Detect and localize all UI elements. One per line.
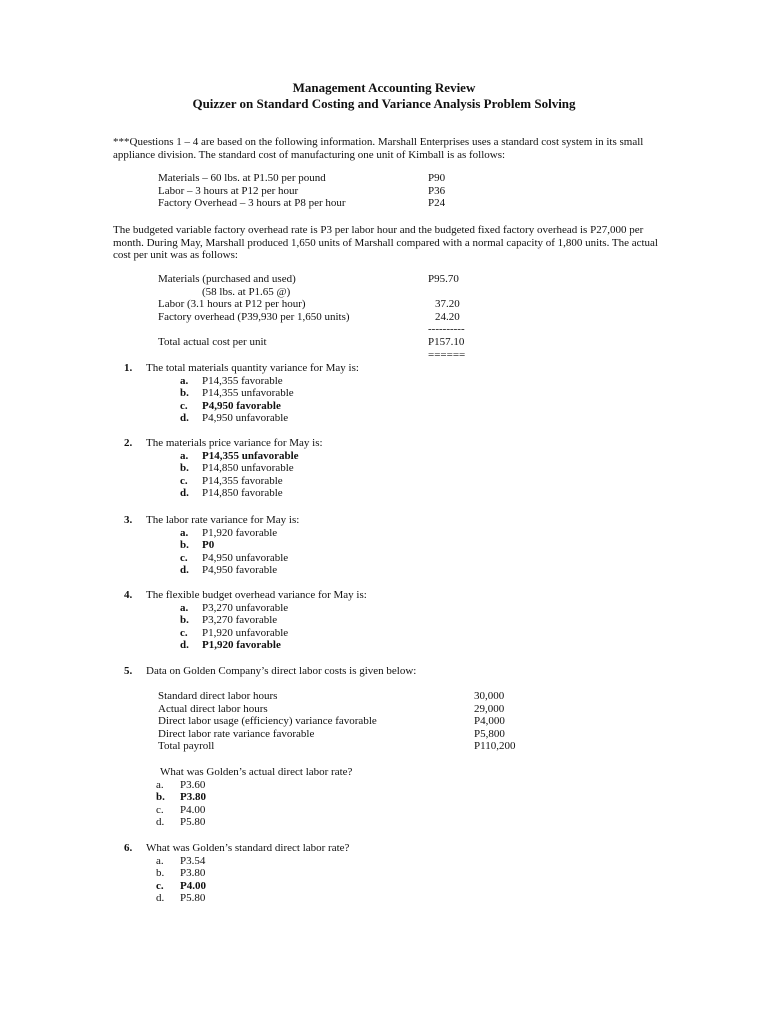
materials-note: (58 lbs. at P1.65 @) [202, 285, 291, 298]
option-d[interactable] [124, 892, 644, 905]
standard-cost-row [158, 172, 478, 185]
option-c[interactable] [124, 804, 644, 817]
question-1 [124, 362, 644, 425]
question-5-sub [124, 766, 644, 829]
option-text: P5.80 [180, 892, 206, 905]
option-letter: c. [180, 626, 188, 639]
labor-data-value: P4,000 [474, 715, 505, 728]
actual-cost-total-value: P157.10 [428, 335, 465, 348]
option-d[interactable] [124, 412, 644, 425]
option-text: P4,950 unfavorable [202, 551, 289, 564]
option-letter: c. [180, 474, 188, 487]
actual-cost-label: Materials (purchased and used) [158, 273, 296, 285]
option-c[interactable] [124, 552, 644, 565]
actual-cost-table [158, 273, 478, 361]
option-letter: b. [180, 539, 189, 552]
option-d[interactable] [124, 816, 644, 829]
option-b[interactable] [124, 791, 644, 804]
option-text: P14,355 unfavorable [202, 449, 299, 462]
question-number: 6. [124, 842, 133, 854]
dash-line: ---------- [428, 323, 465, 336]
option-text: P14,355 favorable [202, 374, 283, 387]
option-d[interactable] [124, 487, 644, 500]
option-letter: d. [180, 487, 189, 500]
document-subtitle: Quizzer on Standard Costing and Variance Analysis Problem Solving [192, 96, 576, 111]
labor-data-value: 29,000 [474, 702, 505, 715]
standard-cost-value: P90 [428, 172, 446, 184]
question-text: The labor rate variance for May is: [146, 514, 300, 526]
question-text: Data on Golden Company’s direct labor costs is given below: [146, 665, 417, 677]
labor-data-value: P5,800 [474, 727, 505, 740]
double-line: ====== [428, 348, 466, 361]
option-letter: a. [156, 854, 164, 867]
option-text: P3.80 [180, 791, 206, 804]
option-a[interactable] [124, 779, 644, 792]
option-text: P0 [202, 539, 215, 552]
option-letter: b. [156, 867, 165, 880]
actual-cost-value: P95.70 [428, 273, 459, 285]
option-b[interactable] [124, 614, 644, 627]
question-2 [124, 437, 644, 500]
question-number: 3. [124, 514, 133, 526]
standard-cost-value: P24 [428, 197, 446, 210]
option-d[interactable] [124, 639, 644, 652]
option-letter: b. [180, 614, 189, 627]
question-text: The materials price variance for May is: [146, 437, 323, 449]
option-c[interactable] [124, 400, 644, 413]
option-c[interactable] [124, 880, 644, 893]
option-text: P4.00 [180, 803, 206, 816]
question-4 [124, 589, 644, 652]
option-letter: d. [156, 816, 165, 829]
option-text: P3.60 [180, 778, 206, 791]
actual-cost-value: 37.20 [435, 298, 460, 311]
option-a[interactable] [124, 375, 644, 388]
option-text: P3.54 [180, 854, 206, 867]
option-b[interactable] [124, 387, 644, 400]
labor-data-value: 30,000 [474, 690, 505, 702]
option-text: P14,850 favorable [202, 487, 283, 500]
option-text: P4,950 unfavorable [202, 412, 289, 425]
option-text: P14,355 unfavorable [202, 387, 294, 400]
actual-cost-row [158, 298, 478, 311]
labor-data-row [158, 740, 538, 753]
option-letter: c. [156, 803, 164, 816]
question-number: 5. [124, 665, 133, 677]
question-6 [124, 842, 644, 905]
standard-cost-label: Labor – 3 hours at P12 per hour [158, 184, 299, 197]
standard-cost-value: P36 [428, 184, 446, 197]
option-c[interactable] [124, 627, 644, 640]
option-letter: d. [180, 564, 189, 577]
standard-cost-table [158, 172, 478, 210]
labor-data-label: Standard direct labor hours [158, 690, 278, 702]
question-5 [124, 665, 644, 678]
option-letter: a. [180, 374, 189, 387]
standard-cost-label: Factory Overhead – 3 hours at P8 per hour [158, 197, 346, 210]
budget-paragraph: The budgeted variable factory overhead rate is P3 per labor hour and the budgeted fixed factory overhead is P27,000 per month. During May, Marshall produced 1,650 units of Marshall compared with a normal capacity of 1,800 units. The actual cost per unit was as follows: [113, 224, 658, 262]
labor-data-label: Total payroll [158, 740, 215, 753]
dash-divider [158, 323, 478, 336]
option-letter: d. [156, 892, 165, 905]
option-text: P14,850 unfavorable [202, 462, 294, 475]
title-block [0, 80, 768, 112]
standard-cost-row [158, 185, 478, 198]
actual-cost-value: 24.20 [435, 310, 460, 323]
document-title: Management Accounting Review [292, 80, 476, 95]
standard-cost-row [158, 197, 478, 210]
question-text: What was Golden’s actual direct labor rate? [160, 766, 353, 778]
option-text: P1,920 favorable [202, 526, 278, 539]
question-number: 1. [124, 362, 133, 374]
option-b[interactable] [124, 867, 644, 880]
option-letter: d. [180, 412, 189, 425]
option-a[interactable] [124, 602, 644, 615]
option-text: P14,355 favorable [202, 474, 283, 487]
labor-data-row [158, 690, 538, 703]
option-text: P4,950 favorable [202, 399, 281, 412]
option-letter: a. [156, 778, 164, 791]
labor-data-row [158, 715, 538, 728]
option-a[interactable] [124, 855, 644, 868]
intro-paragraph: ***Questions 1 – 4 are based on the following information. Marshall Enterprises uses a standard cost system in its small appliance division. The standard cost of manufacturing one unit of Kimball is as follows: [113, 136, 644, 161]
option-letter: c. [156, 879, 164, 892]
option-a[interactable] [124, 527, 644, 540]
actual-cost-label: Factory overhead (P39,930 per 1,650 units) [158, 310, 350, 323]
option-letter: c. [180, 399, 188, 412]
option-text: P1,920 favorable [202, 639, 281, 652]
option-a[interactable] [124, 450, 644, 463]
option-text: P5.80 [180, 816, 206, 829]
option-text: P4.00 [180, 879, 206, 892]
option-d[interactable] [124, 564, 644, 577]
option-letter: b. [180, 387, 189, 400]
option-letter: c. [180, 551, 188, 564]
labor-data-label: Direct labor rate variance favorable [158, 727, 315, 740]
option-letter: a. [180, 601, 189, 614]
option-text: P4,950 favorable [202, 564, 278, 577]
labor-data-label: Direct labor usage (efficiency) variance favorable [158, 715, 377, 728]
actual-cost-note-row [158, 286, 478, 299]
labor-data-label: Actual direct labor hours [158, 702, 268, 715]
labor-data-row [158, 728, 538, 741]
question-number: 4. [124, 589, 133, 601]
question-text: The total materials quantity variance for May is: [146, 362, 359, 374]
actual-cost-row [158, 311, 478, 324]
option-text: P3,270 unfavorable [202, 601, 289, 614]
actual-cost-label: Total actual cost per unit [158, 335, 267, 348]
option-text: P3.80 [180, 867, 206, 880]
labor-data-row [158, 703, 538, 716]
option-text: P3,270 favorable [202, 614, 278, 627]
option-c[interactable] [124, 475, 644, 488]
actual-cost-row [158, 273, 478, 286]
standard-cost-label: Materials – 60 lbs. at P1.50 per pound [158, 172, 326, 184]
option-letter: b. [180, 462, 189, 475]
option-letter: a. [180, 526, 189, 539]
actual-cost-total-row [158, 336, 478, 349]
option-letter: b. [156, 791, 165, 804]
golden-labor-data [158, 690, 538, 753]
option-b[interactable] [124, 462, 644, 475]
actual-cost-label: Labor (3.1 hours at P12 per hour) [158, 298, 306, 311]
question-3 [124, 514, 644, 577]
option-letter: a. [180, 449, 189, 462]
question-text: What was Golden’s standard direct labor rate? [146, 842, 350, 854]
double-divider [158, 349, 478, 362]
labor-data-value: P110,200 [474, 740, 516, 753]
question-text: The flexible budget overhead variance for May is: [146, 589, 367, 601]
question-number: 2. [124, 437, 133, 449]
option-letter: d. [180, 639, 189, 652]
option-b[interactable] [124, 539, 644, 552]
option-text: P1,920 unfavorable [202, 626, 289, 639]
